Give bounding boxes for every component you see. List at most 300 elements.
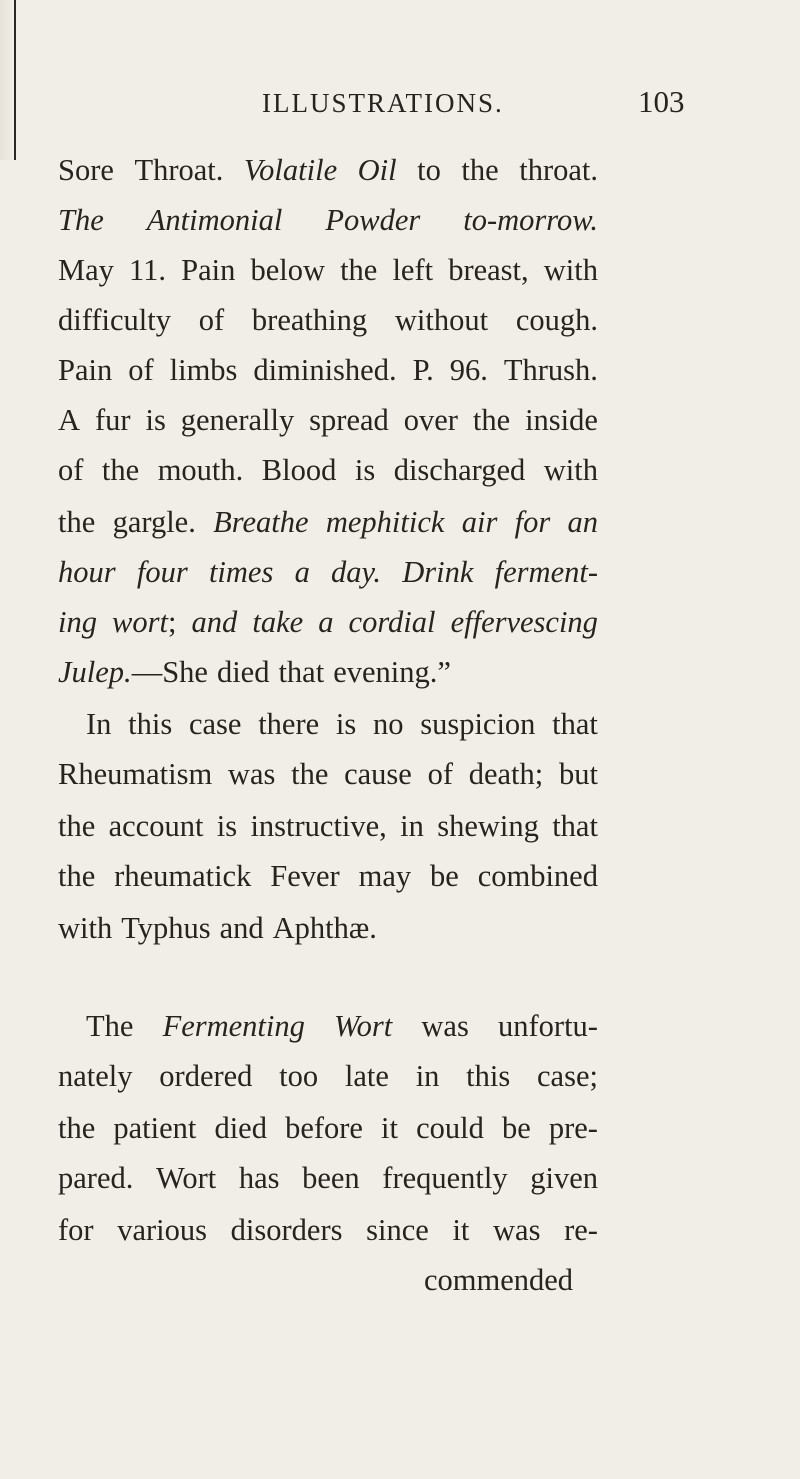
word xyxy=(564,1204,598,1256)
roman-text: was xyxy=(493,1213,541,1247)
roman-text: was xyxy=(421,1009,469,1043)
word xyxy=(250,800,386,852)
roman-text: death; xyxy=(468,757,544,791)
roman-text: with xyxy=(543,453,598,487)
word xyxy=(416,1102,484,1154)
word xyxy=(156,1152,216,1204)
roman-text: case; xyxy=(537,1059,598,1093)
word xyxy=(448,244,528,296)
roman-text: that xyxy=(552,809,598,843)
page-number: 103 xyxy=(638,84,685,119)
word xyxy=(189,698,241,750)
word xyxy=(181,394,294,446)
italic-text: take xyxy=(252,605,304,639)
roman-text: pared. xyxy=(58,1161,134,1195)
roman-text: that xyxy=(278,655,325,689)
word xyxy=(519,144,598,196)
word xyxy=(102,444,139,496)
word xyxy=(516,294,598,346)
italic-text: Powder xyxy=(325,203,421,237)
roman-text: combined xyxy=(477,859,598,893)
word xyxy=(58,850,95,902)
word xyxy=(552,698,598,750)
word xyxy=(544,444,598,496)
word xyxy=(552,800,598,852)
roman-text: was xyxy=(227,757,276,791)
italic-text: a xyxy=(318,605,334,639)
roman-text: the xyxy=(461,153,499,187)
paragraph1-line xyxy=(0,294,800,346)
word xyxy=(395,294,488,346)
word xyxy=(253,344,396,396)
word xyxy=(158,444,244,496)
roman-text: the xyxy=(58,1111,96,1145)
roman-text: of xyxy=(128,353,154,387)
roman-text: Throat. xyxy=(134,153,224,187)
word xyxy=(192,596,238,648)
italic-text: four xyxy=(136,555,188,589)
catchword-line xyxy=(0,1254,800,1306)
paragraph1-line xyxy=(0,596,800,648)
word xyxy=(159,1050,252,1102)
roman-text: could xyxy=(416,1111,484,1145)
word xyxy=(58,800,95,852)
word xyxy=(463,194,598,246)
paragraph1-line xyxy=(0,194,800,246)
roman-text: May xyxy=(58,253,114,287)
roman-text: died xyxy=(216,655,270,689)
word xyxy=(340,244,377,296)
word xyxy=(568,496,599,548)
roman-text: spread xyxy=(309,403,389,437)
word xyxy=(359,850,412,902)
word xyxy=(462,496,498,548)
italic-text: Antimonial xyxy=(146,203,283,237)
word xyxy=(231,1204,343,1256)
word xyxy=(163,1000,305,1052)
word xyxy=(515,496,551,548)
word xyxy=(217,646,270,698)
roman-text: of xyxy=(58,453,84,487)
italic-text: hour xyxy=(58,555,116,589)
italic-text: ferment- xyxy=(494,555,598,589)
word xyxy=(58,194,104,246)
roman-text: instructive, xyxy=(250,809,387,843)
paragraph3-line xyxy=(0,1050,800,1102)
word xyxy=(452,1204,469,1256)
italic-text: Fermenting xyxy=(162,1009,305,1043)
word xyxy=(437,800,539,852)
word xyxy=(199,294,224,346)
italic-text: for xyxy=(514,505,551,539)
word xyxy=(58,1102,95,1154)
word xyxy=(113,496,196,548)
word xyxy=(239,1152,280,1204)
word xyxy=(318,596,333,648)
word xyxy=(544,244,598,296)
word xyxy=(213,496,308,548)
word xyxy=(451,596,598,648)
word xyxy=(530,1152,598,1204)
roman-text: may xyxy=(358,859,412,893)
running-head: ILLUSTRATIONS. xyxy=(262,88,504,118)
paragraph1-line xyxy=(0,546,800,598)
word xyxy=(504,344,598,396)
word xyxy=(333,646,451,698)
roman-text: the xyxy=(101,453,140,487)
word xyxy=(420,698,535,750)
roman-text: this xyxy=(466,1059,511,1093)
italic-text: Drink xyxy=(402,555,474,589)
roman-text: in xyxy=(400,809,424,843)
italic-text: cordial xyxy=(348,605,436,639)
word xyxy=(86,1000,133,1052)
word xyxy=(58,748,212,800)
paragraph2-line xyxy=(0,698,800,750)
word xyxy=(58,244,114,296)
word xyxy=(258,698,319,750)
roman-text: rheumatick xyxy=(114,859,252,893)
paragraph1-line xyxy=(0,496,800,548)
roman-text: before xyxy=(285,1111,363,1145)
word xyxy=(170,344,238,396)
roman-text: Aphthæ. xyxy=(272,911,377,945)
word xyxy=(334,1000,392,1052)
word xyxy=(250,244,325,296)
roman-text: is xyxy=(145,403,166,437)
word xyxy=(244,144,337,196)
word xyxy=(417,144,441,196)
italic-text: Oil xyxy=(357,153,397,187)
paragraph3-line xyxy=(0,1204,800,1256)
italic-text: and xyxy=(191,605,238,639)
roman-text: of xyxy=(427,757,453,791)
word xyxy=(450,344,488,396)
roman-text: Sore xyxy=(58,153,114,187)
word xyxy=(217,800,237,852)
word xyxy=(478,850,598,902)
word xyxy=(262,444,337,496)
roman-text: no xyxy=(372,707,404,741)
word xyxy=(58,344,112,396)
roman-text: since xyxy=(366,1213,429,1247)
paragraph1-line xyxy=(0,394,800,446)
word xyxy=(128,698,172,750)
roman-text: with xyxy=(58,911,113,945)
paragraph3-line xyxy=(0,1102,800,1154)
word xyxy=(117,1204,207,1256)
roman-text: be xyxy=(430,859,459,893)
word xyxy=(291,748,328,800)
roman-text: the xyxy=(58,809,96,843)
word xyxy=(331,546,381,598)
roman-text: the xyxy=(472,403,511,437)
roman-text: been xyxy=(302,1161,360,1195)
roman-text: generally xyxy=(180,403,295,437)
roman-text: in xyxy=(415,1059,440,1093)
roman-text: evening.” xyxy=(333,655,451,689)
roman-text: of xyxy=(198,303,225,337)
roman-text: difficulty xyxy=(58,303,171,337)
word xyxy=(129,244,166,296)
roman-text: too xyxy=(279,1059,319,1093)
roman-text: is xyxy=(216,809,238,843)
paragraph3-line xyxy=(0,1152,800,1204)
roman-text: breast, xyxy=(448,253,529,287)
word xyxy=(137,546,188,598)
roman-text: mouth. xyxy=(157,453,244,487)
word xyxy=(344,748,412,800)
word xyxy=(466,1050,510,1102)
word xyxy=(559,748,598,800)
word xyxy=(537,1050,598,1102)
roman-text: is xyxy=(354,453,376,487)
word xyxy=(349,596,436,648)
italic-text: Volatile xyxy=(243,153,338,187)
word xyxy=(358,144,397,196)
roman-text: for xyxy=(58,1213,94,1247)
roman-text: it xyxy=(452,1213,470,1247)
word xyxy=(413,344,434,396)
italic-text: The xyxy=(58,203,104,237)
roman-text: fur xyxy=(94,403,131,437)
roman-text: with xyxy=(543,253,598,287)
word xyxy=(134,144,223,196)
word xyxy=(58,444,83,496)
italic-text: to-morrow. xyxy=(463,203,598,237)
roman-text: is xyxy=(335,707,357,741)
roman-text: 11. xyxy=(129,253,167,287)
italic-text: mephitick xyxy=(325,505,445,539)
word xyxy=(58,144,114,196)
paragraph1-line xyxy=(0,144,800,196)
roman-text: but xyxy=(558,757,598,791)
roman-text: re- xyxy=(564,1213,598,1247)
roman-text: cause xyxy=(344,757,412,791)
word xyxy=(181,244,235,296)
word xyxy=(392,244,433,296)
word xyxy=(145,394,165,446)
roman-text: Pain xyxy=(181,253,236,287)
word xyxy=(214,1102,267,1154)
word xyxy=(345,1050,389,1102)
italic-text: Julep. xyxy=(58,655,132,689)
roman-text: Blood xyxy=(261,453,337,487)
word xyxy=(525,394,598,446)
italic-text: ing xyxy=(58,605,97,639)
word xyxy=(58,496,95,548)
word xyxy=(302,1152,360,1204)
roman-text: this xyxy=(128,707,173,741)
page-header xyxy=(0,84,800,128)
paragraph3-line xyxy=(0,1000,800,1052)
word xyxy=(209,546,273,598)
roman-text: shewing xyxy=(437,809,539,843)
roman-text: nately xyxy=(58,1059,133,1093)
roman-text: Wort xyxy=(155,1161,217,1195)
italic-text: times xyxy=(208,555,274,589)
word xyxy=(325,194,420,246)
word xyxy=(336,698,356,750)
word xyxy=(113,1102,196,1154)
roman-text: Thrush. xyxy=(503,353,598,387)
word xyxy=(366,1204,429,1256)
roman-text: account xyxy=(108,809,204,843)
paragraph2-line xyxy=(0,800,800,852)
word xyxy=(128,344,153,396)
roman-text: given xyxy=(530,1161,598,1195)
roman-text: it xyxy=(381,1111,398,1145)
word xyxy=(469,748,544,800)
roman-text: Fever xyxy=(270,859,340,893)
word xyxy=(278,646,324,698)
word xyxy=(402,546,473,598)
roman-text: patient xyxy=(113,1111,197,1145)
roman-text: inside xyxy=(525,403,598,437)
word xyxy=(95,394,131,446)
roman-text: over xyxy=(403,403,458,437)
word xyxy=(147,194,283,246)
word xyxy=(473,394,510,446)
word xyxy=(461,144,498,196)
word xyxy=(228,748,275,800)
roman-text: In xyxy=(86,707,112,741)
roman-text: discharged xyxy=(393,453,526,487)
roman-text: limbs xyxy=(169,353,238,387)
word xyxy=(295,546,310,598)
roman-text: to xyxy=(417,153,441,187)
roman-text: 96. xyxy=(449,353,488,387)
roman-text: Rheumatism xyxy=(58,757,213,791)
roman-text: below xyxy=(250,253,325,287)
word xyxy=(273,902,377,954)
roman-text: the xyxy=(58,859,96,893)
word xyxy=(495,546,598,598)
paragraph1-line xyxy=(0,444,800,496)
catchword: commended xyxy=(424,1263,574,1297)
roman-text: be xyxy=(501,1111,531,1145)
word xyxy=(58,1204,94,1256)
roman-text: gargle. xyxy=(112,505,196,539)
roman-text: ordered xyxy=(159,1059,253,1093)
roman-text: suspicion xyxy=(420,707,536,741)
roman-text: without xyxy=(394,303,489,337)
italic-text: an xyxy=(567,505,598,539)
roman-text: left xyxy=(392,253,434,287)
word xyxy=(270,850,339,902)
word xyxy=(220,902,264,954)
word xyxy=(285,1102,363,1154)
paragraph1-line xyxy=(0,244,800,296)
word xyxy=(121,902,210,954)
word xyxy=(112,596,176,648)
italic-text: Wort xyxy=(334,1009,393,1043)
word xyxy=(498,1000,598,1052)
italic-text: day. xyxy=(331,555,382,589)
word xyxy=(58,546,116,598)
word xyxy=(549,1102,598,1154)
word xyxy=(58,646,208,698)
roman-text: and xyxy=(219,911,264,945)
roman-text: The xyxy=(86,1009,134,1043)
roman-text: unfortu- xyxy=(498,1009,598,1043)
roman-text: Pain xyxy=(58,353,113,387)
word xyxy=(86,698,111,750)
paragraph2-line xyxy=(0,850,800,902)
word xyxy=(58,294,171,346)
roman-text: died xyxy=(214,1111,267,1145)
roman-text: cough. xyxy=(515,303,598,337)
italic-text: effervescing xyxy=(450,605,598,639)
word xyxy=(404,394,458,446)
roman-text: —She xyxy=(131,655,208,689)
word xyxy=(252,294,367,346)
word xyxy=(355,444,375,496)
word xyxy=(58,1050,133,1102)
word xyxy=(493,1204,540,1256)
word xyxy=(394,444,526,496)
paragraph1-line xyxy=(0,344,800,396)
roman-text: pre- xyxy=(548,1111,598,1145)
word xyxy=(109,800,204,852)
word xyxy=(58,596,97,648)
italic-text: Breathe xyxy=(213,505,309,539)
paragraph2-line xyxy=(0,748,800,800)
roman-text: the xyxy=(58,505,96,539)
word xyxy=(430,850,459,902)
roman-text: breathing xyxy=(251,303,368,337)
roman-text: frequently xyxy=(382,1161,508,1195)
roman-text: various xyxy=(117,1213,208,1247)
word xyxy=(58,1152,133,1204)
italic-text: wort xyxy=(112,605,168,639)
roman-text: that xyxy=(552,707,598,741)
roman-text: there xyxy=(258,707,320,741)
word xyxy=(279,1050,318,1102)
roman-text: diminished. xyxy=(253,353,397,387)
word xyxy=(382,1152,507,1204)
paragraph2-line xyxy=(0,902,800,954)
italic-text: a xyxy=(294,555,310,589)
word xyxy=(428,748,453,800)
roman-text: ; xyxy=(167,605,177,639)
word xyxy=(326,496,445,548)
italic-text: air xyxy=(461,505,498,539)
word xyxy=(502,1102,531,1154)
word xyxy=(252,596,303,648)
word xyxy=(381,1102,398,1154)
word xyxy=(421,1000,468,1052)
roman-text: the xyxy=(291,757,329,791)
roman-text: the xyxy=(340,253,378,287)
roman-text: Typhus xyxy=(121,911,211,945)
paragraph1-line xyxy=(0,646,800,698)
roman-text: P. xyxy=(412,353,434,387)
roman-text: late xyxy=(344,1059,389,1093)
word xyxy=(309,394,389,446)
roman-text: throat. xyxy=(519,153,598,187)
word xyxy=(114,850,251,902)
word xyxy=(58,902,112,954)
roman-text: case xyxy=(188,707,242,741)
word xyxy=(58,394,80,446)
word xyxy=(416,1050,440,1102)
roman-text: A xyxy=(58,403,81,437)
roman-text: has xyxy=(238,1161,280,1195)
word xyxy=(373,698,404,750)
word xyxy=(400,800,424,852)
roman-text: disorders xyxy=(230,1213,343,1247)
